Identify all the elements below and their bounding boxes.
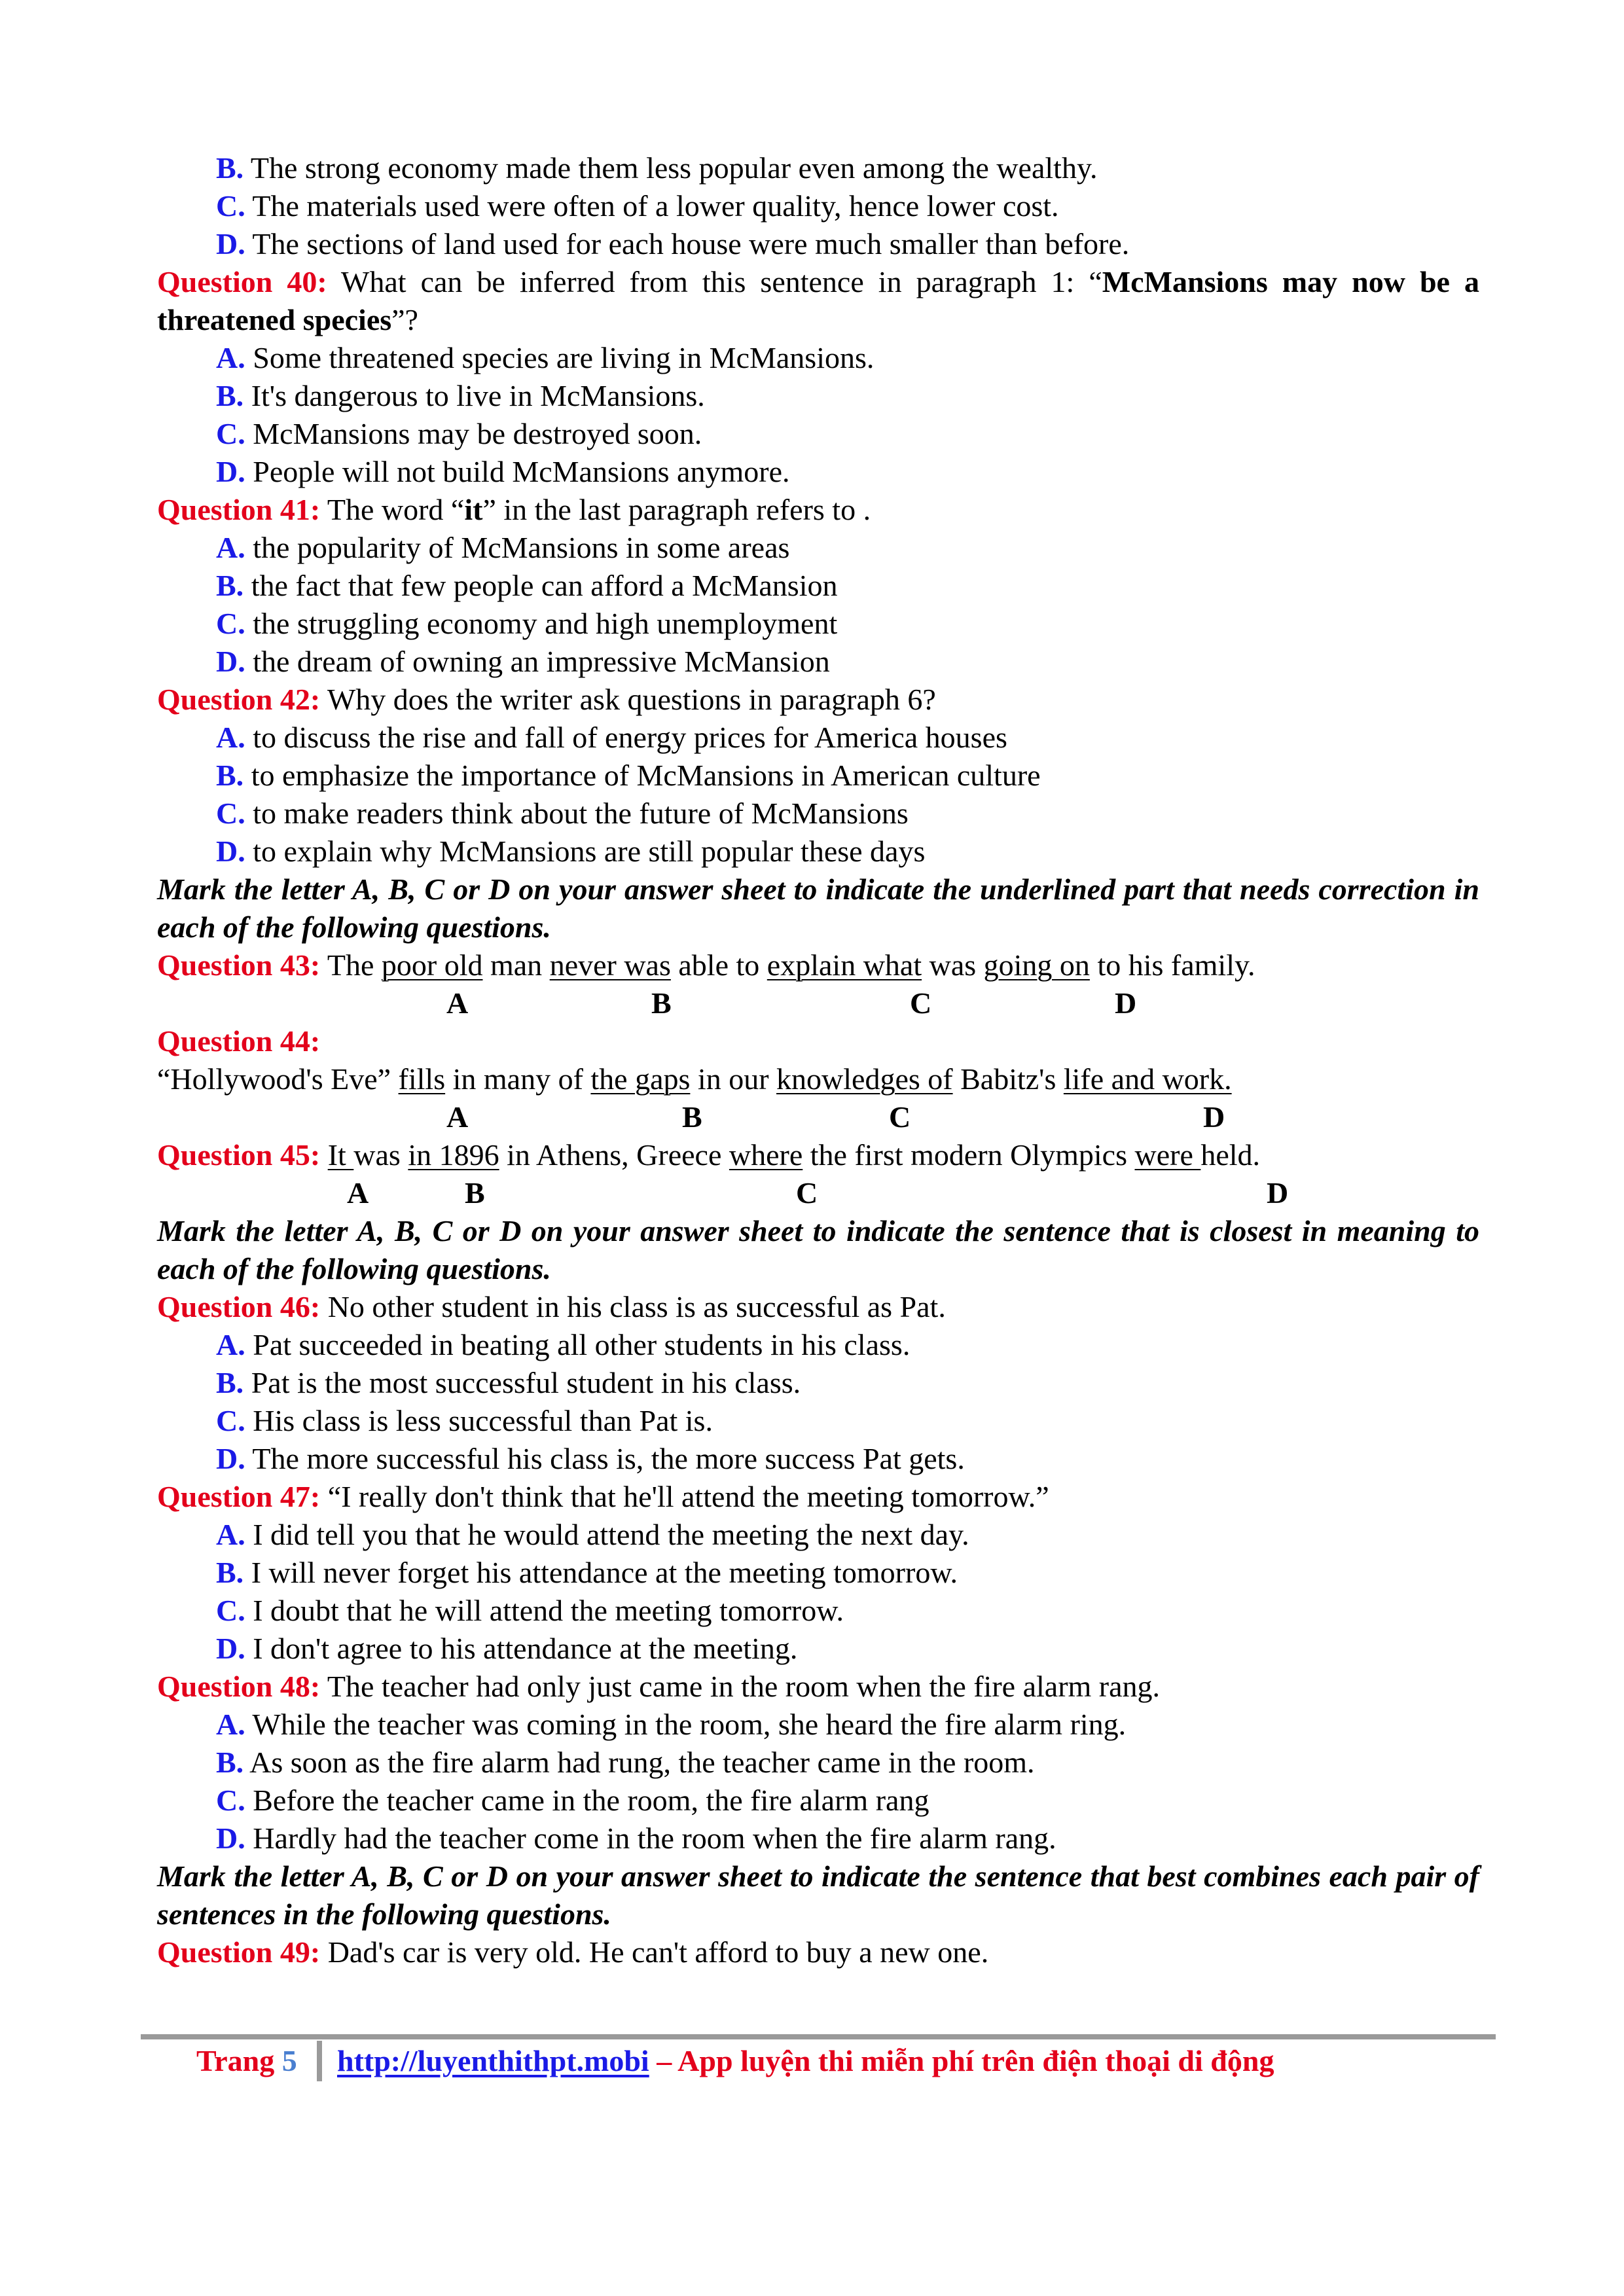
q42-option-d: D. to explain why McMansions are still popular these days [216,834,926,868]
q43-sentence: Question 43: The poor old man never was able to explain what was going on to his family. [157,948,1255,982]
q45-marker-c: C [796,1176,818,1210]
q48-option-a: A. While the teacher was coming in the room, she heard the fire alarm ring. [216,1708,1127,1741]
q48-stem: Question 48: The teacher had only just came in the room when the fire alarm rang. [157,1670,1161,1703]
q39-option-c: C. The materials used were often of a lower quality, hence lower cost. [216,189,1059,223]
q40-option-c: C. McMansions may be destroyed soon. [216,417,702,450]
q44-label: Question 44: [157,1024,321,1058]
q42-stem: Question 42: Why does the writer ask questions in paragraph 6? [157,683,936,716]
q39-option-b: B. The strong economy made them less popular even among the wealthy. [216,151,1098,185]
footer-page-number: Trang 5 [196,2044,297,2077]
q44-marker-a: A [446,1100,469,1134]
q43-marker-b: B [651,986,672,1020]
q41-option-a: A. the popularity of McMansions in some areas [216,531,790,564]
q40-option-a: A. Some threatened species are living in McMansions. [216,341,875,374]
q41-stem: Question 41: The word “it” in the last paragraph refers to . [157,493,871,526]
q47-stem: Question 47: “I really don't think that he'll attend the meeting tomorrow.” [157,1480,1049,1513]
q42-option-b: B. to emphasize the importance of McMansions in American culture [216,759,1041,792]
q40-option-d: D. People will not build McMansions anymore. [216,455,790,488]
q43-marker-d: D [1115,986,1137,1020]
q43-marker-c: C [910,986,932,1020]
q46-stem: Question 46: No other student in his class is as successful as Pat. [157,1290,946,1323]
q44-marker-c: C [889,1100,911,1134]
q47-option-d: D. I don't agree to his attendance at the meeting. [216,1632,798,1665]
q45-marker-d: D [1267,1176,1289,1210]
q46-option-d: D. The more successful his class is, the more success Pat gets. [216,1442,965,1475]
q44-marker-b: B [682,1100,702,1134]
footer-text: http://luyenthithpt.mobi – App luyện thi miễn phí trên điện thoại di động [337,2044,1274,2077]
footer-link[interactable]: http://luyenthithpt.mobi [337,2044,649,2077]
q41-option-c: C. the struggling economy and high unemployment [216,607,838,640]
instruction-error-identification: Mark the letter A, B, C or D on your answer sheet to indicate the underlined part that needs correction in each of the following questions. [157,872,1479,944]
instruction-combine-sentences: Mark the letter A, B, C or D on your answer sheet to indicate the sentence that best combines each pair of sentences in the following questions. [157,1859,1479,1931]
q48-option-d: D. Hardly had the teacher come in the room when the fire alarm rang. [216,1821,1056,1855]
q45-sentence: Question 45: It was in 1896 in Athens, Greece where the first modern Olympics were held. [157,1138,1261,1172]
q45-marker-b: B [465,1176,485,1210]
q46-option-b: B. Pat is the most successful student in his class. [216,1366,801,1399]
q40-stem: Question 40: What can be inferred from this sentence in paragraph 1: “McMansions may now be a threatened species”? [157,265,1480,336]
q42-option-a: A. to discuss the rise and fall of energy prices for America houses [216,721,1007,754]
document-page [157,149,1479,1971]
q44-marker-d: D [1203,1100,1225,1134]
q42-option-c: C. to make readers think about the future of McMansions [216,797,909,830]
footer-separator [317,2041,322,2081]
q47-option-c: C. I doubt that he will attend the meeting tomorrow. [216,1594,844,1627]
q39-option-d: D. The sections of land used for each house were much smaller than before. [216,227,1130,260]
q44-markers [157,1098,1479,1136]
q41-option-b: B. the fact that few people can afford a McMansion [216,569,838,602]
q47-option-b: B. I will never forget his attendance at the meeting tomorrow. [216,1556,958,1589]
q49-stem: Question 49: Dad's car is very old. He can't afford to buy a new one. [157,1935,989,1969]
q43-markers [157,984,1479,1022]
q45-markers [157,1174,1479,1212]
q45-marker-a: A [347,1176,369,1210]
q40-option-b: B. It's dangerous to live in McMansions. [216,379,705,412]
q43-marker-a: A [446,986,469,1020]
instruction-closest-meaning: Mark the letter A, B, C or D on your answer sheet to indicate the sentence that is closest in meaning to each of the following questions. [157,1214,1479,1285]
q48-option-b: B. As soon as the fire alarm had rung, the teacher came in the room. [216,1746,1035,1779]
q46-option-c: C. His class is less successful than Pat is. [216,1404,713,1437]
footer-rule [141,2034,1496,2039]
q41-option-d: D. the dream of owning an impressive McMansion [216,645,830,678]
q48-option-c: C. Before the teacher came in the room, the fire alarm rang [216,1784,929,1817]
q46-option-a: A. Pat succeeded in beating all other students in his class. [216,1328,911,1361]
q44-sentence: “Hollywood's Eve” fills in many of the gaps in our knowledges of Babitz's life and work. [157,1062,1232,1096]
q47-option-a: A. I did tell you that he would attend the meeting the next day. [216,1518,969,1551]
